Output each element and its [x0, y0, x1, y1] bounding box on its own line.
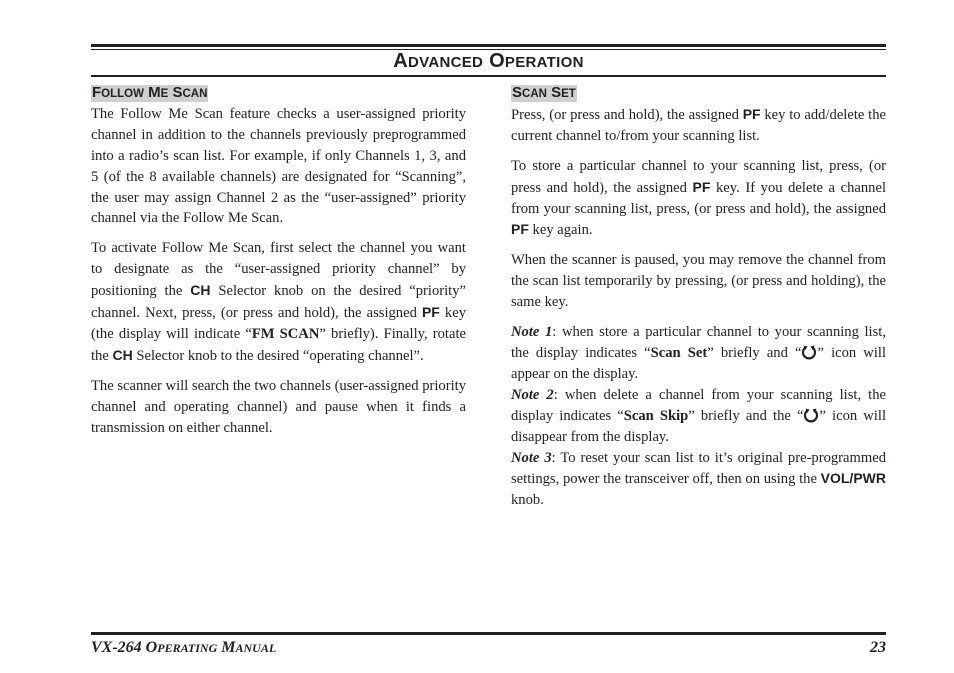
scan-set-paused-paragraph: When the scanner is paused, you may remove the channel from the scan list temporarily by pressing, (or press and holding), the same key.: [511, 252, 886, 311]
scan-icon: [803, 407, 819, 423]
follow-me-scanner-paragraph: The scanner will search the two channels (user-assigned priority channel and operating channel) and pause when it finds a transmission on either channel.: [91, 377, 466, 436]
bottom-rule: [91, 632, 886, 635]
page-number: 23: [870, 639, 886, 656]
scan-set-press-paragraph: Press, (or press and hold), the assigned PF key to add/delete the current channel to/from your scanning list.: [511, 105, 886, 144]
footer-manual-title: VX-264 OPERATING MANUAL: [91, 639, 277, 656]
note-3: Note 3: To reset your scan list to it’s original pre-programmed settings, power the transceiver off, then on using the VOL/PWR knob.: [511, 449, 886, 509]
right-column: [511, 83, 886, 511]
page-title: ADVANCED OPERATION: [393, 50, 584, 72]
scan-set-heading: SCAN SET: [512, 84, 576, 101]
scan-set-store-paragraph: To store a particular channel to your scanning list, press, (or press and hold), the assigned PF key. If you delete a channel from your scanning list, press, (or press and hold), the assigned PF key again.: [511, 157, 886, 239]
title-rule: [91, 75, 886, 77]
note-1: Note 1: when store a particular channel to your scanning list, the display indicates “Scan Set” briefly and “ ” icon will appear on the display.: [511, 324, 887, 382]
follow-me-activate-paragraph: To activate Follow Me Scan, first select the channel you want to designate as the “user-assigned priority channel” by positioning the CH Selector knob on the desired “priority” channel. Next, press, (or press and hold), the assigned PF key (the display will indicate “FM SCAN” briefly). Finally, rotate the CH Selector knob to the desired “operating channel”.: [91, 240, 466, 364]
follow-me-intro-paragraph: The Follow Me Scan feature checks a user-assigned priority channel in addition to the channels previously preprogrammed into a radio’s scan list. For example, if only Channels 1, 3, and 5 (of the 8 available channels) are designated for “Scanning”, the user may assign Channel 2 as the “user-assigned” priority channel via the Follow Me Scan.: [91, 105, 466, 227]
left-column: [91, 83, 466, 448]
follow-me-scan-heading: FOLLOW ME SCAN: [92, 84, 208, 101]
scan-icon: [801, 344, 817, 360]
note-2: Note 2: when delete a channel from your scanning list, the display indicates “Scan Skip” briefly and the “ ” icon will disappear from the display.: [511, 386, 886, 445]
top-rule-thick: [91, 44, 886, 47]
